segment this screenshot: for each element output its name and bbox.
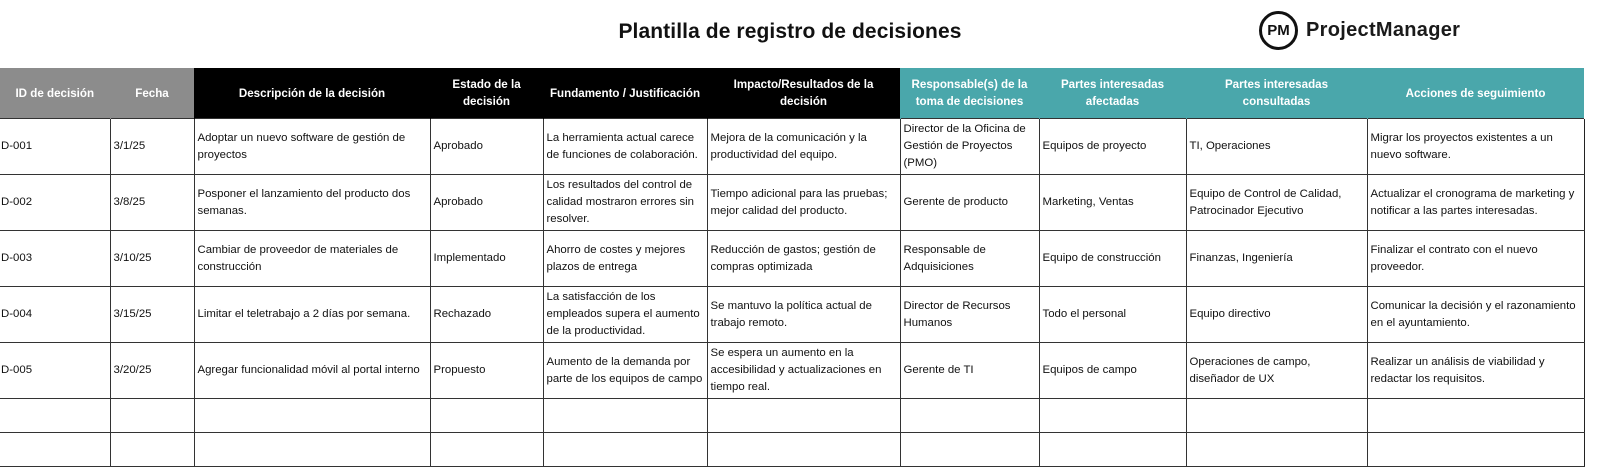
cell-impact[interactable]: Tiempo adicional para las pruebas; mejor calidad del producto.: [707, 175, 900, 231]
cell-date[interactable]: 3/10/25: [110, 231, 194, 287]
cell-consulted-stakeholders[interactable]: Operaciones de campo, diseñador de UX: [1186, 343, 1367, 399]
cell-description[interactable]: Adoptar un nuevo software de gestión de proyectos: [194, 119, 430, 175]
cell-follow-up[interactable]: Comunicar la decisión y el razonamiento en el ayuntamiento.: [1367, 287, 1584, 343]
cell-affected-stakeholders[interactable]: Todo el personal: [1039, 287, 1186, 343]
page-title: Plantilla de registro de decisiones: [618, 20, 962, 43]
empty-cell[interactable]: [707, 399, 900, 433]
cell-id[interactable]: D-001: [0, 119, 110, 175]
empty-cell[interactable]: [1039, 433, 1186, 467]
cell-id[interactable]: D-003: [0, 231, 110, 287]
cell-status[interactable]: Implementado: [430, 231, 543, 287]
cell-description[interactable]: Cambiar de proveedor de materiales de construcción: [194, 231, 430, 287]
table-row: [0, 231, 1584, 287]
empty-cell[interactable]: [707, 433, 900, 467]
cell-follow-up[interactable]: Actualizar el cronograma de marketing y notificar a las partes interesadas.: [1367, 175, 1584, 231]
cell-decision-makers[interactable]: Gerente de TI: [900, 343, 1039, 399]
cell-follow-up[interactable]: Migrar los proyectos existentes a un nuevo software.: [1367, 119, 1584, 175]
cell-description[interactable]: Limitar el teletrabajo a 2 días por semana.: [194, 287, 430, 343]
cell-decision-makers[interactable]: Responsable de Adquisiciones: [900, 231, 1039, 287]
cell-consulted-stakeholders[interactable]: Equipo directivo: [1186, 287, 1367, 343]
cell-follow-up[interactable]: Realizar un análisis de viabilidad y redactar los requisitos.: [1367, 343, 1584, 399]
cell-affected-stakeholders[interactable]: Equipos de proyecto: [1039, 119, 1186, 175]
empty-cell[interactable]: [110, 433, 194, 467]
cell-description[interactable]: Agregar funcionalidad móvil al portal interno: [194, 343, 430, 399]
cell-date[interactable]: 3/1/25: [110, 119, 194, 175]
cell-rationale[interactable]: Aumento de la demanda por parte de los equipos de campo: [543, 343, 707, 399]
cell-follow-up[interactable]: Finalizar el contrato con el nuevo proveedor.: [1367, 231, 1584, 287]
column-header-decision-makers: Responsable(s) de la toma de decisiones: [900, 68, 1039, 119]
column-header-impact: Impacto/Resultados de la decisión: [707, 68, 900, 119]
cell-affected-stakeholders[interactable]: Equipo de construcción: [1039, 231, 1186, 287]
cell-rationale[interactable]: La satisfacción de los empleados supera el aumento de la productividad.: [543, 287, 707, 343]
empty-cell[interactable]: [430, 399, 543, 433]
empty-cell[interactable]: [543, 399, 707, 433]
cell-impact[interactable]: Se mantuvo la política actual de trabajo remoto.: [707, 287, 900, 343]
cell-rationale[interactable]: La herramienta actual carece de funciones de colaboración.: [543, 119, 707, 175]
column-header-status: Estado de la decisión: [430, 68, 543, 119]
empty-cell[interactable]: [110, 399, 194, 433]
column-header-description: Descripción de la decisión: [194, 68, 430, 119]
empty-cell[interactable]: [1039, 399, 1186, 433]
cell-id[interactable]: D-002: [0, 175, 110, 231]
table-row: [0, 343, 1584, 399]
cell-affected-stakeholders[interactable]: Marketing, Ventas: [1039, 175, 1186, 231]
cell-decision-makers[interactable]: Gerente de producto: [900, 175, 1039, 231]
cell-impact[interactable]: Se espera un aumento en la accesibilidad y actualizaciones en tiempo real.: [707, 343, 900, 399]
table-header-row: [0, 68, 1584, 119]
cell-rationale[interactable]: Ahorro de costes y mejores plazos de entrega: [543, 231, 707, 287]
empty-cell[interactable]: [1186, 433, 1367, 467]
cell-impact[interactable]: Mejora de la comunicación y la productividad del equipo.: [707, 119, 900, 175]
pm-logo-icon: PM: [1259, 11, 1298, 50]
empty-cell[interactable]: [1186, 399, 1367, 433]
cell-id[interactable]: D-004: [0, 287, 110, 343]
cell-status[interactable]: Rechazado: [430, 287, 543, 343]
cell-decision-makers[interactable]: Director de Recursos Humanos: [900, 287, 1039, 343]
empty-cell[interactable]: [0, 399, 110, 433]
cell-status[interactable]: Aprobado: [430, 175, 543, 231]
cell-id[interactable]: D-005: [0, 343, 110, 399]
cell-date[interactable]: 3/8/25: [110, 175, 194, 231]
cell-affected-stakeholders[interactable]: Equipos de campo: [1039, 343, 1186, 399]
empty-cell[interactable]: [194, 433, 430, 467]
cell-date[interactable]: 3/20/25: [110, 343, 194, 399]
column-header-id: ID de decisión: [0, 68, 110, 119]
table-row: [0, 175, 1584, 231]
table-row: [0, 287, 1584, 343]
empty-cell[interactable]: [900, 399, 1039, 433]
table-row: [0, 119, 1584, 175]
column-header-date: Fecha: [110, 68, 194, 119]
logo-text: ProjectManager: [1306, 18, 1461, 41]
column-header-affected-stakeholders: Partes interesadas afectadas: [1039, 68, 1186, 119]
cell-consulted-stakeholders[interactable]: TI, Operaciones: [1186, 119, 1367, 175]
empty-cell[interactable]: [430, 433, 543, 467]
cell-date[interactable]: 3/15/25: [110, 287, 194, 343]
decision-log-table: [0, 68, 1585, 467]
column-header-consulted-stakeholders: Partes interesadas consultadas: [1186, 68, 1367, 119]
cell-status[interactable]: Propuesto: [430, 343, 543, 399]
column-header-follow-up: Acciones de seguimiento: [1367, 68, 1584, 119]
empty-cell[interactable]: [0, 433, 110, 467]
column-header-rationale: Fundamento / Justificación: [543, 68, 707, 119]
cell-decision-makers[interactable]: Director de la Oficina de Gestión de Proyectos (PMO): [900, 119, 1039, 175]
empty-cell[interactable]: [1367, 433, 1584, 467]
cell-status[interactable]: Aprobado: [430, 119, 543, 175]
empty-cell[interactable]: [1367, 399, 1584, 433]
empty-cell[interactable]: [194, 399, 430, 433]
cell-rationale[interactable]: Los resultados del control de calidad mostraron errores sin resolver.: [543, 175, 707, 231]
cell-consulted-stakeholders[interactable]: Finanzas, Ingeniería: [1186, 231, 1367, 287]
empty-cell[interactable]: [543, 433, 707, 467]
cell-description[interactable]: Posponer el lanzamiento del producto dos semanas.: [194, 175, 430, 231]
cell-impact[interactable]: Reducción de gastos; gestión de compras optimizada: [707, 231, 900, 287]
empty-cell[interactable]: [900, 433, 1039, 467]
empty-table-row: [0, 399, 1584, 433]
empty-table-row: [0, 433, 1584, 467]
projectmanager-logo: [1259, 8, 1460, 52]
cell-consulted-stakeholders[interactable]: Equipo de Control de Calidad, Patrocinador Ejecutivo: [1186, 175, 1367, 231]
